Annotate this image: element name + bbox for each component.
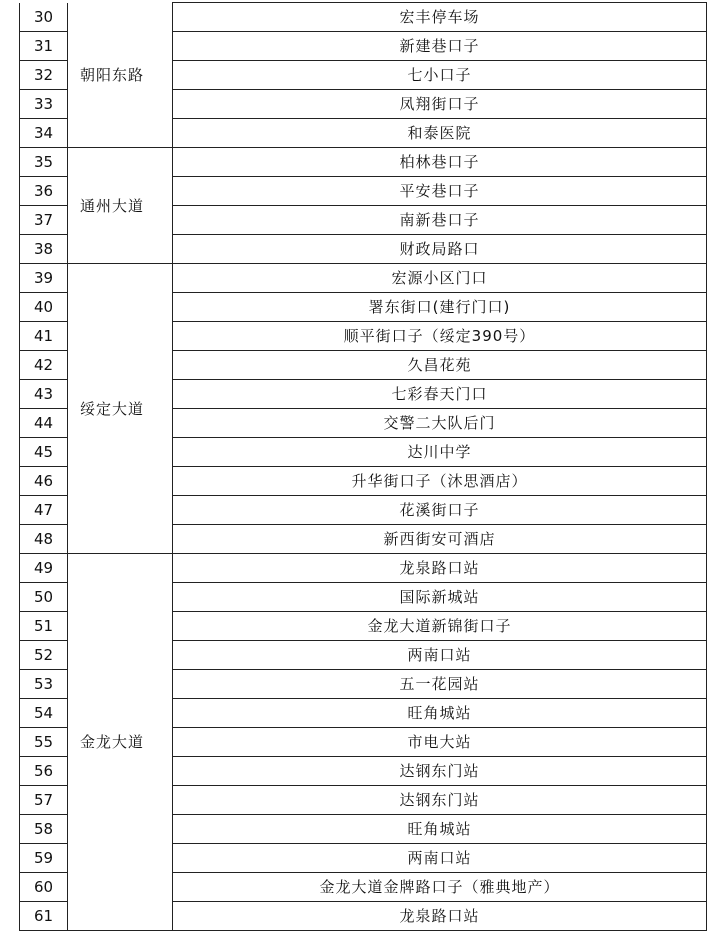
location-name-cell: 市电大站 [173, 728, 707, 757]
road-name-cell: 通州大道 [68, 148, 173, 264]
location-name-cell: 平安巷口子 [173, 177, 707, 206]
location-name-cell: 两南口站 [173, 844, 707, 873]
row-number-cell: 44 [20, 409, 68, 438]
row-number-cell: 52 [20, 641, 68, 670]
row-number-cell: 38 [20, 235, 68, 264]
row-number-cell: 39 [20, 264, 68, 293]
road-name-cell: 朝阳东路 [68, 3, 173, 148]
location-name-cell: 新西街安可酒店 [173, 525, 707, 554]
row-number-cell: 60 [20, 873, 68, 902]
location-name-cell: 旺角城站 [173, 815, 707, 844]
location-name-cell: 花溪街口子 [173, 496, 707, 525]
row-number-cell: 42 [20, 351, 68, 380]
table-row [20, 148, 707, 177]
row-number-cell: 32 [20, 61, 68, 90]
row-number-cell: 41 [20, 322, 68, 351]
row-number-cell: 37 [20, 206, 68, 235]
table-row [20, 554, 707, 583]
location-table-body [20, 3, 707, 931]
row-number-cell: 45 [20, 438, 68, 467]
row-number-cell: 35 [20, 148, 68, 177]
location-name-cell: 七小口子 [173, 61, 707, 90]
row-number-cell: 53 [20, 670, 68, 699]
road-name-cell: 绥定大道 [68, 264, 173, 554]
location-name-cell: 久昌花苑 [173, 351, 707, 380]
row-number-cell: 46 [20, 467, 68, 496]
row-number-cell: 57 [20, 786, 68, 815]
row-number-cell: 49 [20, 554, 68, 583]
row-number-cell: 55 [20, 728, 68, 757]
location-name-cell: 两南口站 [173, 641, 707, 670]
row-number-cell: 50 [20, 583, 68, 612]
location-name-cell: 宏源小区门口 [173, 264, 707, 293]
row-number-cell: 31 [20, 32, 68, 61]
location-name-cell: 柏林巷口子 [173, 148, 707, 177]
location-table [19, 2, 707, 931]
row-number-cell: 61 [20, 902, 68, 931]
location-name-cell: 五一花园站 [173, 670, 707, 699]
location-name-cell: 达钢东门站 [173, 757, 707, 786]
location-name-cell: 顺平街口子（绥定390号） [173, 322, 707, 351]
row-number-cell: 34 [20, 119, 68, 148]
location-name-cell: 国际新城站 [173, 583, 707, 612]
location-name-cell: 达川中学 [173, 438, 707, 467]
location-name-cell: 宏丰停车场 [173, 3, 707, 32]
row-number-cell: 58 [20, 815, 68, 844]
row-number-cell: 43 [20, 380, 68, 409]
table-row [20, 3, 707, 32]
row-number-cell: 33 [20, 90, 68, 119]
location-name-cell: 升华街口子（沐思酒店） [173, 467, 707, 496]
row-number-cell: 36 [20, 177, 68, 206]
location-name-cell: 新建巷口子 [173, 32, 707, 61]
road-name-cell: 金龙大道 [68, 554, 173, 931]
location-name-cell: 达钢东门站 [173, 786, 707, 815]
location-name-cell: 金龙大道金牌路口子（雅典地产） [173, 873, 707, 902]
row-number-cell: 40 [20, 293, 68, 322]
row-number-cell: 59 [20, 844, 68, 873]
location-name-cell: 交警二大队后门 [173, 409, 707, 438]
location-name-cell: 和泰医院 [173, 119, 707, 148]
row-number-cell: 54 [20, 699, 68, 728]
location-name-cell: 南新巷口子 [173, 206, 707, 235]
row-number-cell: 30 [20, 3, 68, 32]
table-row [20, 264, 707, 293]
location-name-cell: 署东街口(建行门口) [173, 293, 707, 322]
location-name-cell: 财政局路口 [173, 235, 707, 264]
row-number-cell: 47 [20, 496, 68, 525]
location-name-cell: 凤翔街口子 [173, 90, 707, 119]
row-number-cell: 56 [20, 757, 68, 786]
location-name-cell: 金龙大道新锦街口子 [173, 612, 707, 641]
location-name-cell: 七彩春天门口 [173, 380, 707, 409]
location-name-cell: 龙泉路口站 [173, 902, 707, 931]
location-name-cell: 旺角城站 [173, 699, 707, 728]
row-number-cell: 48 [20, 525, 68, 554]
location-name-cell: 龙泉路口站 [173, 554, 707, 583]
row-number-cell: 51 [20, 612, 68, 641]
